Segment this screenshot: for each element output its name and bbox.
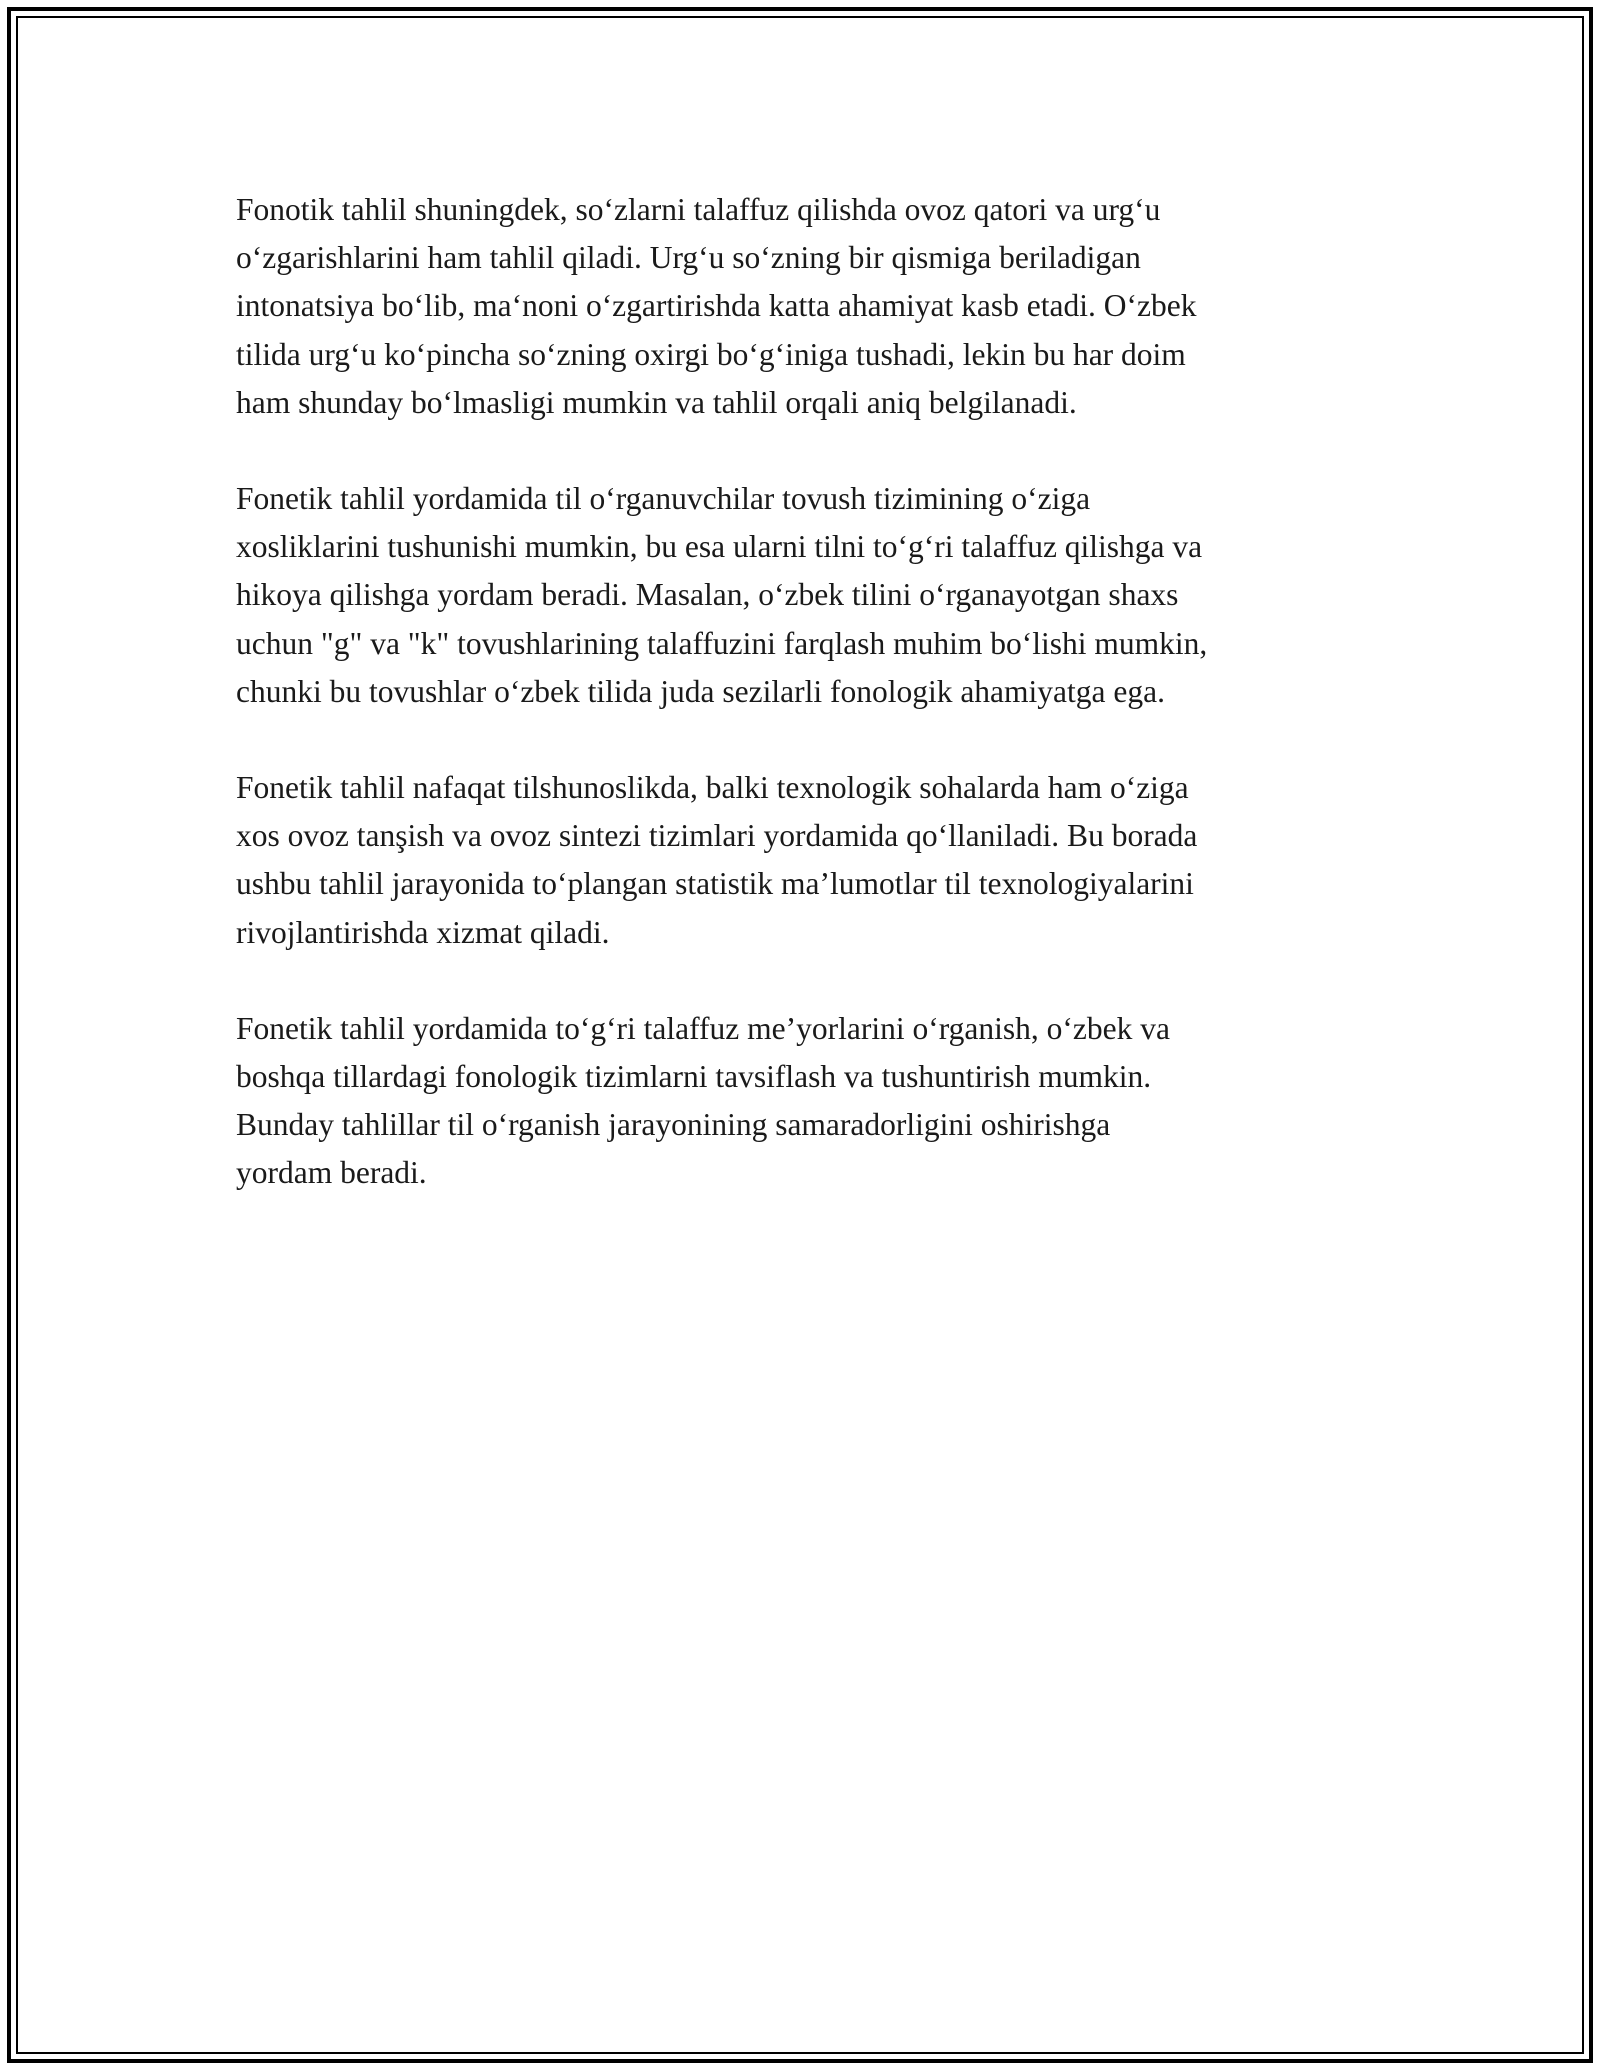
text-line: Fonetik tahlil yordamida til o‘rganuvchilar tovush tizimining o‘ziga: [236, 481, 1091, 517]
text-line: o‘zgarishlarini ham tahlil qiladi. Urg‘u so‘zning bir qismiga beriladigan: [236, 240, 1141, 276]
text-line: chunki bu tovushlar o‘zbek tilida juda sezilarli fonologik ahamiyatga ega.: [236, 673, 1165, 709]
text-line: uchun "g" va "k" tovushlarining talaffuzini farqlash muhim bo‘lishi mumkin,: [236, 625, 1208, 661]
text-line: Fonetik tahlil yordamida to‘g‘ri talaffuz me’yorlarini o‘rganish, o‘zbek va: [236, 1010, 1170, 1046]
text-line: hikoya qilishga yordam beradi. Masalan, o‘zbek tilini o‘rganayotgan shaxs: [236, 577, 1179, 613]
paragraph-4: [236, 1005, 1396, 1198]
text-line: xos ovoz tanşish va ovoz sintezi tizimlari yordamida qo‘llaniladi. Bu borada: [236, 818, 1198, 854]
text-line: ham shunday bo‘lmasligi mumkin va tahlil orqali aniq belgilanadi.: [236, 384, 1077, 420]
paragraph-3: [236, 764, 1396, 957]
paragraph-2: [236, 475, 1396, 716]
text-line: Fonotik tahlil shuningdek, so‘zlarni talaffuz qilishda ovoz qatori va urg‘u: [236, 192, 1161, 227]
text-line: xosliklarini tushunishi mumkin, bu esa ularni tilni to‘g‘ri talaffuz qilishga va: [236, 529, 1203, 565]
text-line: yordam beradi.: [236, 1155, 427, 1191]
text-line: Fonetik tahlil nafaqat tilshunoslikda, balki texnologik sohalarda ham o‘ziga: [236, 770, 1189, 806]
text-line: rivojlantirishda xizmat qiladi.: [236, 914, 610, 950]
text-line: ushbu tahlil jarayonida to‘plangan statistik ma’lumotlar til texnologiyalarini: [236, 866, 1194, 902]
text-line: boshqa tillardagi fonologik tizimlarni tavsiflash va tushuntirish mumkin.: [236, 1059, 1152, 1095]
text-line: intonatsiya bo‘lib, ma‘noni o‘zgartirishda katta ahamiyat kasb etadi. O‘zbek: [236, 288, 1197, 324]
text-line: tilida urg‘u ko‘pincha so‘zning oxirgi bo‘g‘iniga tushadi, lekin bu har doim: [236, 336, 1186, 372]
paragraph-1: [236, 186, 1396, 427]
document-body: [236, 186, 1396, 1246]
text-line: Bunday tahlillar til o‘rganish jarayonining samaradorligini oshirishga: [236, 1107, 1111, 1143]
